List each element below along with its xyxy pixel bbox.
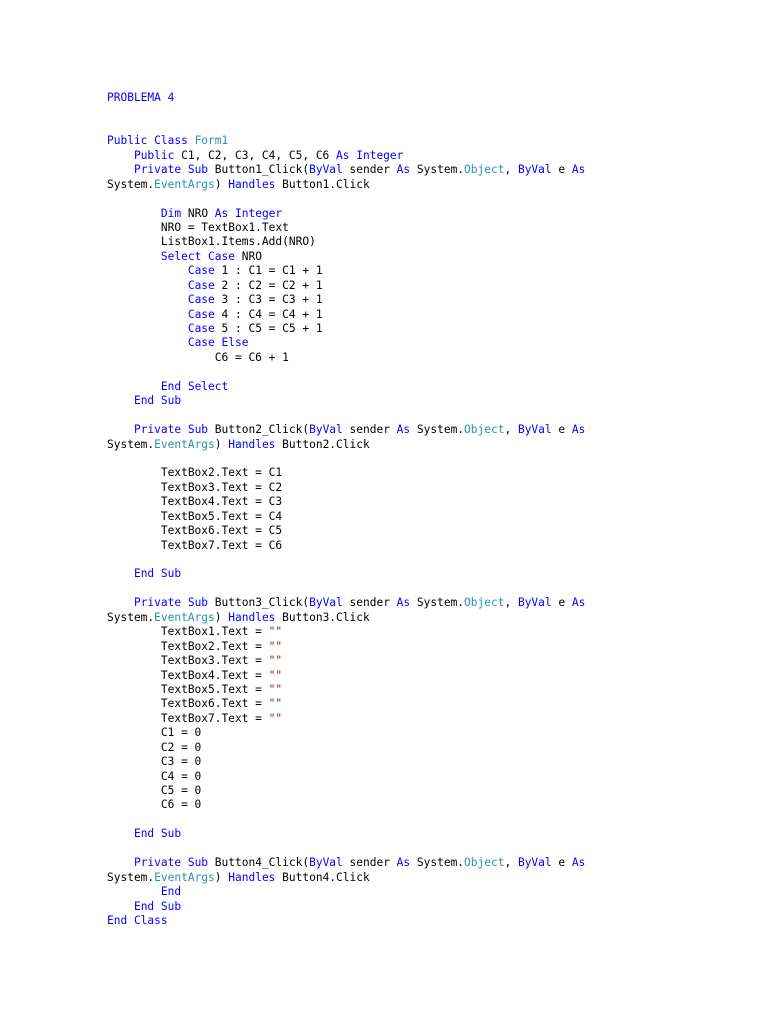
string-token: "" bbox=[268, 625, 283, 639]
text-token bbox=[107, 163, 134, 176]
text-token: TextBox4.Text = C3 bbox=[107, 495, 283, 509]
code-line bbox=[107, 625, 585, 639]
code-line bbox=[107, 452, 585, 466]
string-token: "" bbox=[268, 668, 283, 682]
text-token: TextBox6.Text = bbox=[107, 697, 269, 711]
text-token bbox=[107, 567, 134, 580]
keyword-token: As Integer bbox=[214, 206, 283, 220]
code-line bbox=[107, 582, 585, 596]
text-token: Button2.Click bbox=[275, 437, 370, 451]
code-line bbox=[107, 827, 585, 841]
text-token: C2 = 0 bbox=[107, 740, 202, 754]
string-token: "" bbox=[268, 697, 283, 711]
keyword-token: As bbox=[396, 856, 411, 870]
text-token: sender bbox=[342, 856, 397, 870]
text-token bbox=[107, 423, 134, 436]
text-token: Button1_Click( bbox=[208, 163, 310, 177]
code-line bbox=[107, 380, 585, 394]
string-token: "" bbox=[268, 639, 283, 653]
code-line bbox=[107, 842, 585, 856]
keyword-token: Public bbox=[133, 148, 175, 162]
text-token: NRO = TextBox1.Text bbox=[107, 220, 289, 234]
code-line bbox=[107, 683, 585, 697]
keyword-token: ByVal bbox=[517, 163, 552, 177]
keyword-token: Handles bbox=[228, 437, 276, 451]
code-line bbox=[107, 914, 585, 928]
text-token bbox=[107, 322, 188, 335]
keyword-token: Private Sub bbox=[133, 423, 209, 437]
type-token: Object bbox=[464, 596, 505, 610]
text-token: ListBox1.Items.Add(NRO) bbox=[107, 235, 316, 249]
keyword-token: As bbox=[571, 856, 586, 870]
text-token: Button1.Click bbox=[275, 177, 370, 191]
text-token: TextBox2.Text = C1 bbox=[107, 466, 283, 480]
text-token: C6 = 0 bbox=[107, 798, 202, 812]
text-token: TextBox1.Text = bbox=[107, 625, 269, 639]
keyword-token: Case Else bbox=[187, 336, 249, 350]
type-token: Form1 bbox=[194, 134, 229, 148]
code-line bbox=[107, 784, 585, 798]
text-token: , bbox=[504, 856, 518, 870]
text-token bbox=[107, 279, 188, 292]
text-token: System. bbox=[410, 163, 465, 177]
text-token: 3 : C3 = C3 + 1 bbox=[214, 293, 323, 307]
code-line bbox=[107, 279, 585, 293]
code-line bbox=[107, 885, 585, 899]
code-line bbox=[107, 712, 585, 726]
text-token: Button3.Click bbox=[275, 610, 370, 624]
keyword-token: ByVal bbox=[309, 423, 343, 437]
keyword-token: End Sub bbox=[133, 827, 182, 841]
keyword-token: End Class bbox=[107, 913, 168, 927]
code-line bbox=[107, 423, 585, 437]
text-token: ) bbox=[214, 870, 229, 884]
text-token bbox=[107, 394, 134, 407]
keyword-token: End Sub bbox=[133, 899, 182, 913]
code-line bbox=[107, 134, 585, 148]
keyword-token: Case bbox=[187, 293, 215, 307]
keyword-token: Case bbox=[187, 264, 215, 278]
text-token: System. bbox=[107, 870, 155, 884]
code-line bbox=[107, 466, 585, 480]
keyword-token: Public Class bbox=[107, 134, 195, 148]
text-token bbox=[107, 900, 134, 913]
text-token: TextBox5.Text = bbox=[107, 682, 269, 696]
keyword-token: ByVal bbox=[517, 856, 552, 870]
text-token: C4 = 0 bbox=[107, 769, 202, 783]
code-line bbox=[107, 900, 585, 914]
text-token: TextBox2.Text = bbox=[107, 639, 269, 653]
keyword-token: Dim bbox=[160, 206, 182, 220]
keyword-token: Case bbox=[187, 307, 215, 321]
code-line bbox=[107, 553, 585, 567]
keyword-token: As bbox=[396, 423, 411, 437]
type-token: Object bbox=[464, 423, 505, 437]
text-token: 5 : C5 = C5 + 1 bbox=[214, 322, 323, 335]
text-token bbox=[107, 885, 161, 898]
code-line bbox=[107, 264, 585, 278]
code-line bbox=[107, 611, 585, 625]
keyword-token: End Select bbox=[160, 379, 229, 393]
text-token: e bbox=[551, 163, 572, 177]
code-line bbox=[107, 856, 585, 870]
code-line bbox=[107, 770, 585, 784]
text-token: , bbox=[504, 596, 518, 610]
keyword-token: Private Sub bbox=[133, 163, 209, 177]
code-line bbox=[107, 596, 585, 610]
code-line bbox=[107, 798, 585, 812]
text-token: C1 = 0 bbox=[107, 726, 202, 740]
keyword-token: As bbox=[396, 163, 411, 177]
code-line bbox=[107, 149, 585, 163]
text-token: TextBox3.Text = C2 bbox=[107, 480, 283, 494]
code-line bbox=[107, 322, 585, 336]
text-token bbox=[107, 149, 134, 162]
code-line bbox=[107, 178, 585, 192]
code-line bbox=[107, 524, 585, 538]
code-line bbox=[107, 669, 585, 683]
code-line bbox=[107, 755, 585, 769]
code-line bbox=[107, 207, 585, 221]
keyword-token: End Sub bbox=[133, 567, 182, 581]
text-token: sender bbox=[342, 423, 397, 437]
text-token: e bbox=[551, 423, 572, 437]
string-token: "" bbox=[268, 654, 283, 668]
code-line bbox=[107, 235, 585, 249]
code-line bbox=[107, 741, 585, 755]
string-token: "" bbox=[268, 682, 283, 696]
keyword-token: Case bbox=[187, 322, 215, 335]
text-token bbox=[107, 293, 188, 306]
code-line bbox=[107, 394, 585, 408]
type-token: EventArgs bbox=[154, 437, 215, 451]
code-line bbox=[107, 336, 585, 350]
text-token: TextBox3.Text = bbox=[107, 654, 269, 668]
code-line bbox=[107, 813, 585, 827]
code-line bbox=[107, 221, 585, 235]
code-line bbox=[107, 250, 585, 264]
code-line bbox=[107, 481, 585, 495]
text-token: ) bbox=[214, 177, 229, 191]
text-token: TextBox6.Text = C5 bbox=[107, 524, 283, 538]
type-token: EventArgs bbox=[154, 177, 215, 191]
text-token: System. bbox=[410, 596, 465, 610]
text-token: System. bbox=[107, 437, 155, 451]
keyword-token: ByVal bbox=[309, 596, 343, 610]
text-token bbox=[107, 207, 161, 220]
keyword-token: ByVal bbox=[309, 856, 343, 870]
text-token: Button4.Click bbox=[275, 870, 370, 884]
type-token: Object bbox=[464, 163, 505, 177]
code-line bbox=[107, 91, 585, 105]
keyword-token: End Sub bbox=[133, 394, 182, 408]
keyword-token: As bbox=[396, 596, 411, 610]
keyword-token: Private Sub bbox=[133, 596, 209, 610]
code-line bbox=[107, 510, 585, 524]
type-token: Object bbox=[464, 856, 505, 870]
text-token bbox=[107, 308, 188, 321]
code-line bbox=[107, 192, 585, 206]
code-line bbox=[107, 409, 585, 423]
text-token: Button4_Click( bbox=[208, 856, 310, 870]
text-token: C6 = C6 + 1 bbox=[107, 350, 289, 364]
keyword-token: Handles bbox=[228, 870, 276, 884]
keyword-token: ByVal bbox=[517, 596, 552, 610]
keyword-token: Case bbox=[187, 278, 215, 292]
type-token: EventArgs bbox=[154, 870, 215, 884]
text-token: System. bbox=[107, 177, 155, 191]
code-line bbox=[107, 163, 585, 177]
keyword-token: As bbox=[571, 163, 586, 177]
text-token: sender bbox=[342, 596, 397, 610]
text-token: TextBox7.Text = C6 bbox=[107, 538, 283, 552]
keyword-token: Private Sub bbox=[133, 856, 209, 870]
code-line bbox=[107, 654, 585, 668]
text-token bbox=[107, 380, 161, 393]
keyword-token: Handles bbox=[228, 177, 276, 191]
text-token: System. bbox=[410, 423, 465, 437]
keyword-token: Select Case bbox=[160, 249, 235, 263]
code-line bbox=[107, 351, 585, 365]
text-token: 1 : C1 = C1 + 1 bbox=[214, 264, 323, 278]
code-line bbox=[107, 120, 585, 134]
text-token: , bbox=[504, 423, 518, 437]
code-line bbox=[107, 365, 585, 379]
text-token: System. bbox=[410, 856, 465, 870]
text-token bbox=[107, 264, 188, 277]
text-token: System. bbox=[107, 610, 155, 624]
code-line bbox=[107, 105, 585, 119]
text-token: C3 = 0 bbox=[107, 755, 202, 769]
code-line bbox=[107, 308, 585, 322]
text-token: Button3_Click( bbox=[208, 596, 310, 610]
code-line bbox=[107, 438, 585, 452]
type-token: EventArgs bbox=[154, 610, 215, 624]
text-token bbox=[107, 596, 134, 609]
code-line bbox=[107, 539, 585, 553]
keyword-token: ByVal bbox=[517, 423, 552, 437]
code-line bbox=[107, 495, 585, 509]
keyword-token: As Integer bbox=[336, 148, 404, 162]
text-token: TextBox5.Text = C4 bbox=[107, 509, 283, 523]
text-token: Button2_Click( bbox=[208, 423, 310, 437]
text-token: TextBox7.Text = bbox=[107, 711, 269, 725]
code-line bbox=[107, 726, 585, 740]
text-token bbox=[107, 827, 134, 840]
keyword-token: Handles bbox=[228, 610, 276, 624]
code-listing bbox=[107, 91, 585, 928]
code-line bbox=[107, 640, 585, 654]
text-token bbox=[107, 856, 134, 869]
keyword-token: As bbox=[571, 423, 586, 437]
text-token: e bbox=[551, 596, 572, 610]
text-token: TextBox4.Text = bbox=[107, 668, 269, 682]
text-token: ) bbox=[214, 437, 229, 451]
keyword-token: End bbox=[160, 885, 182, 899]
code-line bbox=[107, 871, 585, 885]
text-token: 4 : C4 = C4 + 1 bbox=[214, 307, 323, 321]
keyword-token: PROBLEMA 4 bbox=[107, 91, 175, 104]
text-token: NRO bbox=[181, 206, 215, 220]
text-token: C1, C2, C3, C4, C5, C6 bbox=[174, 148, 337, 162]
code-line bbox=[107, 697, 585, 711]
text-token: 2 : C2 = C2 + 1 bbox=[214, 278, 323, 292]
text-token: C5 = 0 bbox=[107, 784, 202, 797]
text-token: , bbox=[504, 163, 518, 177]
keyword-token: ByVal bbox=[309, 163, 343, 177]
text-token: ) bbox=[214, 610, 229, 624]
text-token bbox=[107, 250, 161, 263]
text-token bbox=[107, 336, 188, 349]
text-token: sender bbox=[342, 163, 397, 177]
code-line bbox=[107, 567, 585, 581]
keyword-token: As bbox=[571, 596, 586, 610]
text-token: NRO bbox=[234, 249, 262, 263]
string-token: "" bbox=[268, 711, 283, 725]
text-token: e bbox=[551, 856, 572, 870]
code-line bbox=[107, 293, 585, 307]
